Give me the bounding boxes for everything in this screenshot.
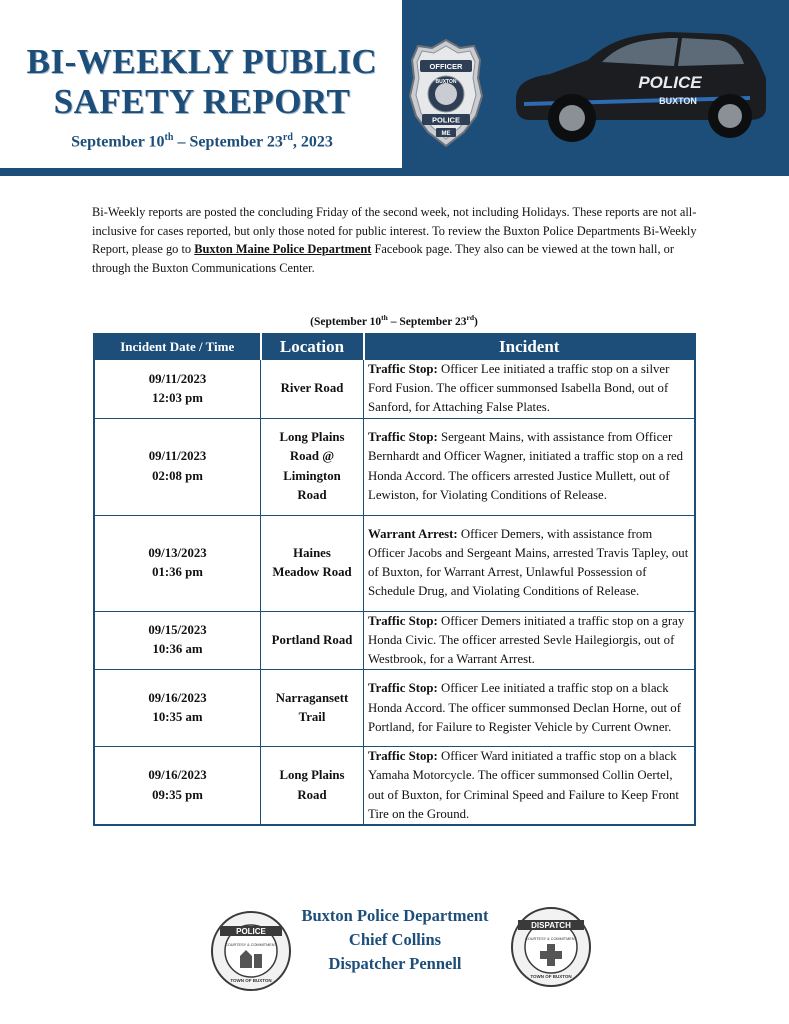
- location-line: Trail: [298, 710, 326, 725]
- incident-date: 09/16/2023: [148, 768, 207, 783]
- incidents-table: [93, 333, 696, 826]
- incident-location: [261, 611, 364, 670]
- incident-datetime: [94, 670, 261, 747]
- incident-time: 10:35 am: [152, 710, 203, 725]
- report-title-line2: SAFETY REPORT: [53, 82, 351, 121]
- table-header-row: [94, 334, 695, 360]
- date-start-suffix: th: [164, 132, 174, 143]
- incident-description: [364, 418, 696, 515]
- police-car-icon: [510, 20, 770, 150]
- incident-time: 01:36 pm: [152, 565, 203, 580]
- incident-text: Officer Lee initiated a traffic stop on a silver Ford Fusion. The officer summonsed Isabella Bond, out of Sanford, for Attaching False Plates.: [368, 362, 670, 415]
- report-date-range: [22, 132, 382, 151]
- incident-description: [364, 747, 696, 825]
- incident-text: Officer Demers initiated a traffic stop on a gray Honda Civic. The officer arrested Sevle Hailegiorgis, out of Westbrook, for a Warrant Arrest.: [368, 613, 685, 667]
- header-divider-bar: [0, 168, 789, 176]
- table-row: [94, 747, 695, 825]
- date-end: – September 23: [173, 133, 283, 151]
- seal-left-bottom-text: TOWN OF BUXTON: [230, 978, 272, 983]
- location-line: Limington: [283, 468, 341, 483]
- location-line: Haines: [293, 545, 331, 560]
- incident-location: [261, 418, 364, 515]
- badge-state-text: ME: [441, 131, 451, 137]
- incident-datetime: [94, 418, 261, 515]
- footer-chief: Chief Collins: [348, 930, 442, 949]
- incident-date: 09/16/2023: [148, 691, 207, 706]
- table-row: [94, 670, 695, 747]
- location-line: Narragansett: [275, 691, 349, 706]
- incident-text: Sergeant Mains, with assistance from Officer Bernhardt and Officer Wagner, initiated a traffic stop on a red Honda Accord. The officers arrested Justice Mullett, out of Lewiston, for Violating Conditions of Release.: [368, 430, 684, 502]
- footer-department: Buxton Police Department: [301, 906, 489, 925]
- footer-signature: [282, 904, 508, 976]
- caption-suffix1: th: [381, 313, 388, 322]
- report-header: [0, 0, 789, 176]
- incident-date: 09/15/2023: [148, 623, 207, 638]
- incident-time: 02:08 pm: [152, 468, 203, 483]
- incident-time: 09:35 pm: [152, 787, 203, 802]
- car-town-text: BUXTON: [659, 96, 697, 106]
- table-row: [94, 515, 695, 611]
- incident-location: [261, 360, 364, 419]
- caption-middle: – September 23: [387, 315, 467, 328]
- incident-text: Officer Demers, with assistance from Officer Jacobs and Sergeant Mains, arrested Travis Tapley, out of Buxton, for Warrant Arrest, Unlawful Possession of Schedule Drug, and Violating Conditions of Release.: [368, 526, 689, 599]
- location-line: Road: [297, 487, 327, 502]
- badge-officer-text: OFFICER: [429, 62, 463, 71]
- incident-datetime: [94, 360, 261, 419]
- incident-type: Traffic Stop:: [368, 749, 438, 764]
- column-header-date: Incident Date / Time: [94, 334, 261, 360]
- dispatch-seal-icon: [510, 906, 592, 988]
- location-line: River Road: [280, 381, 344, 396]
- car-police-text: POLICE: [638, 73, 702, 92]
- seal-right-top-text: DISPATCH: [531, 921, 571, 930]
- location-line: Portland Road: [271, 632, 353, 647]
- seal-right-bottom-text: TOWN OF BUXTON: [530, 974, 572, 979]
- badge-police-text: POLICE: [432, 115, 460, 125]
- column-header-incident: Incident: [364, 334, 696, 360]
- incident-description: [364, 360, 696, 419]
- table-row: [94, 360, 695, 419]
- police-seal-icon: [210, 910, 292, 992]
- incident-location: [261, 515, 364, 611]
- incident-location: [261, 747, 364, 825]
- intro-text-end: Facebook page. They also can be viewed at the town hall, or through the Buxton Communications Center.: [92, 242, 674, 275]
- date-year: , 2023: [292, 133, 333, 151]
- intro-text: Bi-Weekly reports are posted the concluding Friday of the second week, not including Holidays. These reports are not all-inclusive for cases reported, but only those noted for public interest. To review the Buxton Police Departments Bi-Weekly Report, please go to: [92, 205, 697, 256]
- table-row: [94, 611, 695, 670]
- table-row: [94, 418, 695, 515]
- incident-datetime: [94, 747, 261, 825]
- incident-date: 09/11/2023: [148, 371, 207, 386]
- report-title-line1: BI-WEEKLY PUBLIC: [26, 42, 378, 81]
- seal-right-ring-text: COURTESY & COMMITMENT: [525, 937, 577, 941]
- incident-type: Traffic Stop:: [368, 613, 438, 628]
- date-start: September 10: [71, 133, 165, 151]
- location-line: Meadow Road: [272, 565, 352, 580]
- report-title: [22, 42, 382, 122]
- caption-start: (September 10: [310, 315, 382, 328]
- incident-time: 12:03 pm: [152, 390, 203, 405]
- location-line: Road: [297, 787, 327, 802]
- incident-description: [364, 670, 696, 747]
- police-badge-icon: [408, 38, 484, 148]
- incident-text: Officer Ward initiated a traffic stop on a black Yamaha Motorcycle. The officer summonsed Collin Oertel, out of Buxton, for Criminal Speed and Failure to Keep Front Tire on the Ground.: [368, 749, 679, 821]
- incident-type: Warrant Arrest:: [368, 526, 458, 541]
- incident-date: 09/11/2023: [148, 449, 207, 464]
- intro-paragraph: [92, 203, 698, 277]
- table-caption: [92, 313, 696, 328]
- incident-location: [261, 670, 364, 747]
- caption-end: ): [474, 315, 478, 328]
- badge-town-text: BUXTON: [435, 79, 457, 85]
- facebook-page-link[interactable]: Buxton Maine Police Department: [194, 242, 372, 256]
- location-line: Long Plains: [279, 430, 345, 445]
- location-line: Long Plains: [279, 768, 345, 783]
- incident-type: Traffic Stop:: [368, 430, 438, 445]
- location-line: Road @: [289, 449, 335, 464]
- footer-dispatcher: Dispatcher Pennell: [328, 954, 462, 973]
- incident-time: 10:36 am: [152, 642, 203, 657]
- incident-type: Traffic Stop:: [368, 362, 438, 376]
- incident-description: [364, 611, 696, 670]
- caption-suffix2: rd: [466, 313, 475, 322]
- incident-date: 09/13/2023: [148, 545, 207, 560]
- date-end-suffix: rd: [282, 132, 293, 143]
- column-header-location: Location: [261, 334, 364, 360]
- seal-left-ring-text: COURTESY & COMMITMENT: [225, 943, 277, 947]
- incident-datetime: [94, 611, 261, 670]
- incident-type: Traffic Stop:: [368, 681, 438, 696]
- incident-text: Officer Lee initiated a traffic stop on a black Honda Accord. The officer summonsed Declan Horne, out of Portland, for Failure to Register Vehicle by Current Owner.: [368, 681, 681, 734]
- seal-left-top-text: POLICE: [236, 927, 266, 936]
- incident-description: [364, 515, 696, 611]
- incident-datetime: [94, 515, 261, 611]
